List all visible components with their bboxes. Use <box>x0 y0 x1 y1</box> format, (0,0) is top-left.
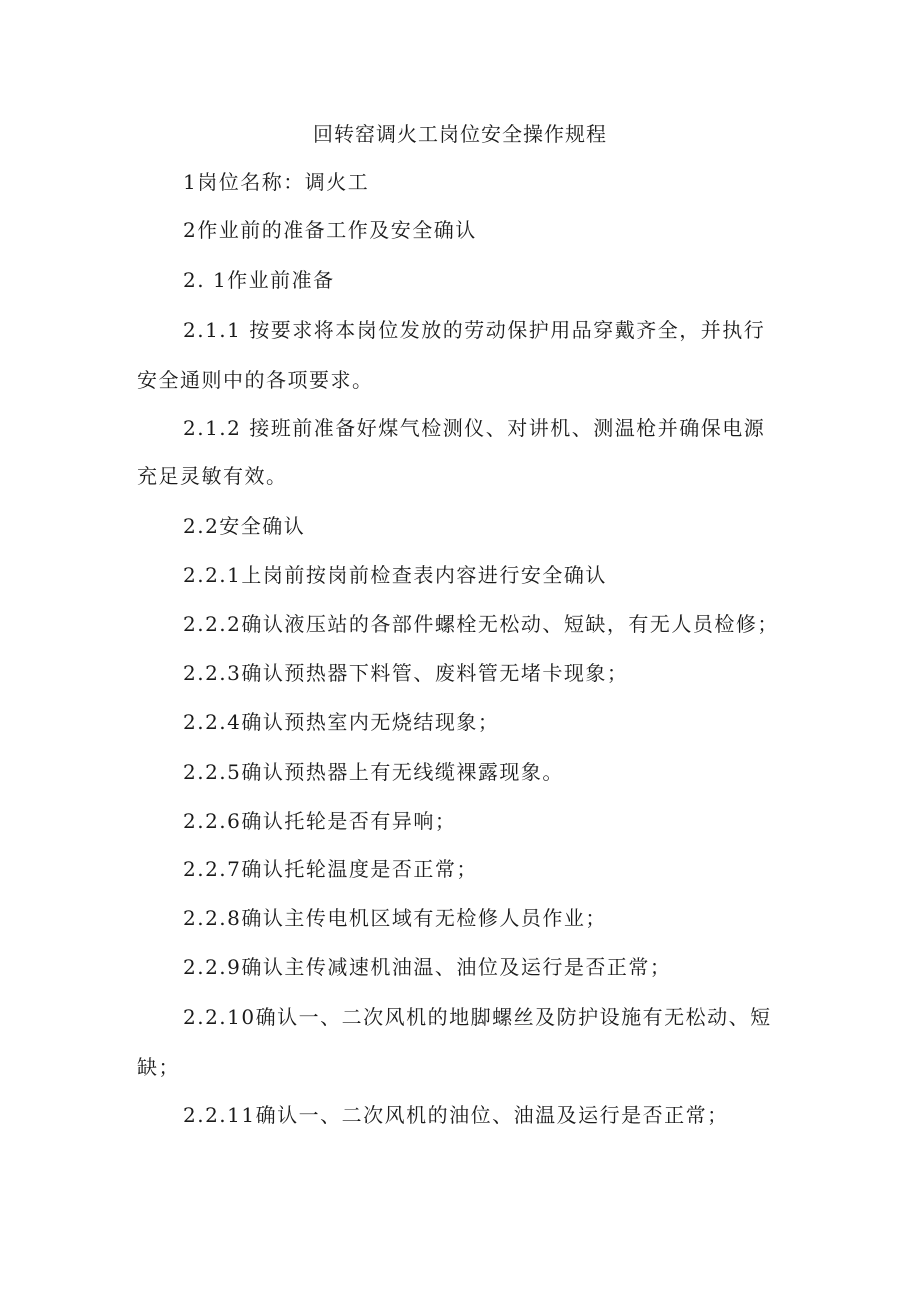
paragraph-line: 1岗位名称：调火工 <box>183 170 370 194</box>
paragraph-line: 2.2.5确认预热器上有无线缆裸露现象。 <box>183 760 564 784</box>
paragraph-line: 缺； <box>137 1055 180 1079</box>
paragraph-line: 2. 1作业前准备 <box>183 268 335 292</box>
paragraph-line: 充足灵敏有效。 <box>137 464 288 488</box>
paragraph-line: 2.2.4确认预热室内无烧结现象； <box>183 710 500 734</box>
paragraph-line: 2.2.2确认液压站的各部件螺栓无松动、短缺，有无人员检修； <box>183 612 779 636</box>
paragraph-line: 2.2.6确认托轮是否有异响； <box>183 809 457 833</box>
paragraph-line: 2.1.2 接班前准备好煤气检测仪、对讲机、测温枪并确保电源 <box>183 416 766 440</box>
paragraph-line: 2.2.7确认托轮温度是否正常； <box>183 857 478 881</box>
paragraph-line: 2.2.3确认预热器下料管、废料管无堵卡现象； <box>183 661 629 685</box>
paragraph-line: 安全通则中的各项要求。 <box>137 368 374 392</box>
document-title: 回转窑调火工岗位安全操作规程 <box>313 122 607 146</box>
paragraph-line: 2.1.1 按要求将本岗位发放的劳动保护用品穿戴齐全，并执行 <box>183 318 766 342</box>
paragraph-line: 2作业前的准备工作及安全确认 <box>183 218 477 242</box>
paragraph-line: 2.2.8确认主传电机区域有无检修人员作业； <box>183 906 607 930</box>
paragraph-line: 2.2.10确认一、二次风机的地脚螺丝及防护设施有无松动、短 <box>183 1005 772 1029</box>
paragraph-line: 2.2安全确认 <box>183 514 306 538</box>
paragraph-line: 2.2.1上岗前按岗前检查表内容进行安全确认 <box>183 563 607 587</box>
paragraph-line: 2.2.11确认一、二次风机的油位、油温及运行是否正常； <box>183 1103 729 1127</box>
paragraph-line: 2.2.9确认主传减速机油温、油位及运行是否正常； <box>183 955 672 979</box>
